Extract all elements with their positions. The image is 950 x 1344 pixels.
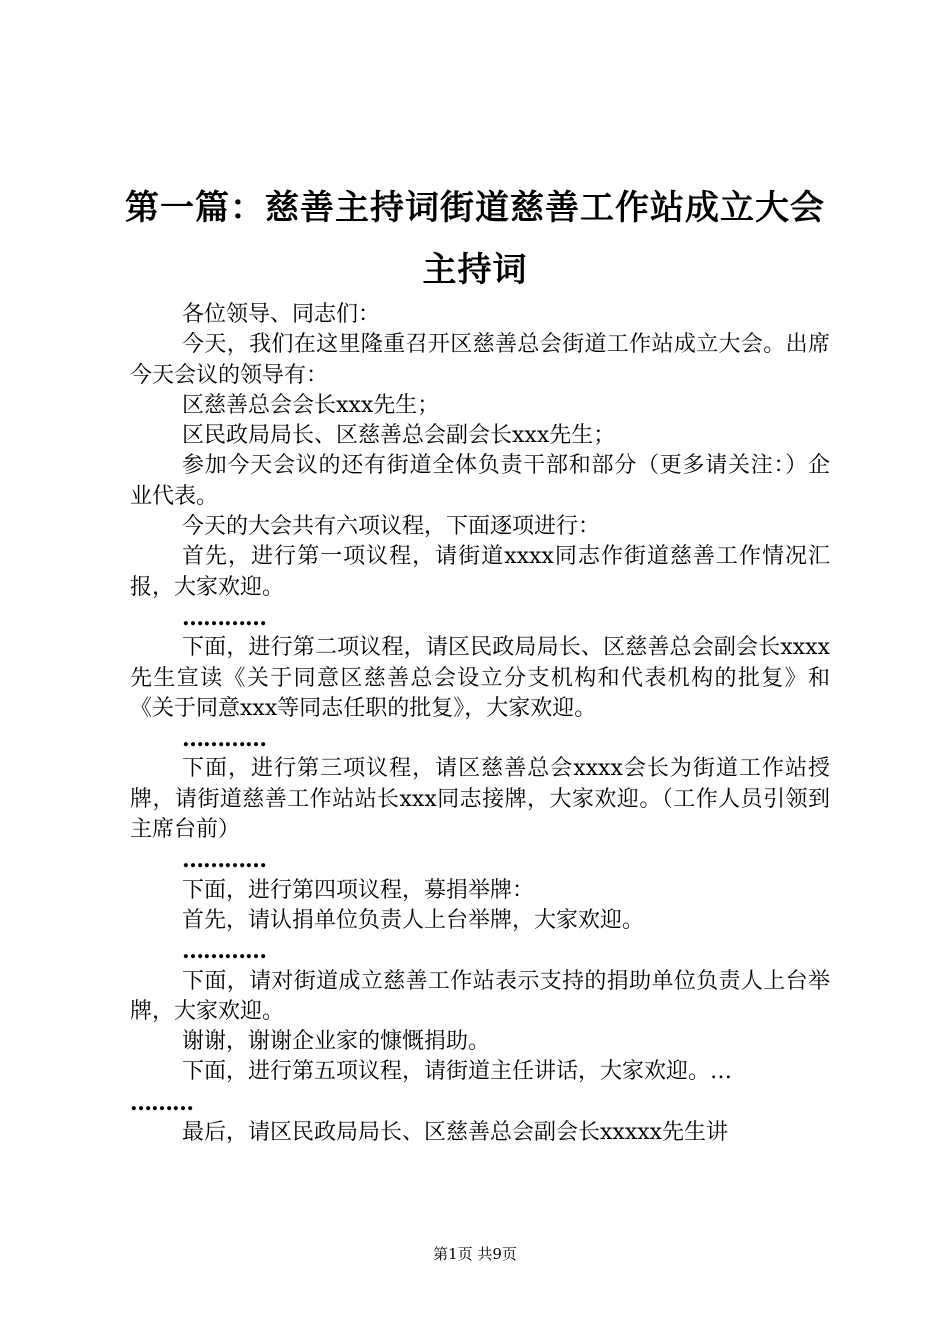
document-title-line-1: 第一篇：慈善主持词街道慈善工作站成立大会 — [125, 188, 825, 228]
paragraph-agenda-4: 下面，进行第四项议程，募捐举牌： — [182, 877, 535, 903]
paragraph-agenda-2: 下面，进行第二项议程，请区民政局局长、区慈善总会副会长xxxx先生宣读《关于同意区慈善总会设立分支机构和代表机构的批复》和《关于同意xxx等同志任职的批复》，大家欢迎。 — [130, 635, 830, 721]
paragraph-final: 最后，请区民政局局长、区慈善总会副会长xxxxx先生讲 — [182, 1120, 729, 1146]
document-title-line-2: 主持词 — [422, 250, 528, 290]
paragraph-salutation: 各位领导、同志们： — [182, 302, 381, 327]
paragraph-agenda-3: 下面，进行第三项议程，请区慈善总会xxxx会长为街道工作站授牌，请街道慈善工作站站长xxx同志接牌，大家欢迎。（工作人员引领到主席台前） — [130, 756, 830, 843]
paragraph-ellipsis: ………… — [182, 938, 266, 965]
paragraph-ellipsis: ………… — [182, 726, 266, 753]
paragraph-ellipsis-continued: ……… — [130, 1089, 193, 1116]
paragraph-agenda-4-second: 下面，请对街道成立慈善工作站表示支持的捐助单位负责人上台举牌，大家欢迎。 — [130, 968, 830, 1024]
paragraph-opening: 今天，我们在这里隆重召开区慈善总会街道工作站成立大会。出席今天会议的领导有： — [130, 332, 830, 388]
paragraph-ellipsis: ………… — [182, 847, 266, 874]
paragraph-agenda-5: 下面，进行第五项议程，请街道主任讲话，大家欢迎。… — [182, 1059, 733, 1085]
paragraph-leader-2: 区民政局局长、区慈善总会副会长xxx先生； — [182, 423, 616, 449]
paragraph-thanks: 谢谢，谢谢企业家的慷慨捐助。 — [182, 1029, 491, 1055]
paragraph-agenda-intro: 今天的大会共有六项议程，下面逐项进行： — [182, 514, 601, 540]
document-body — [130, 300, 830, 1148]
paragraph-leader-1: 区慈善总会会长xxx先生； — [182, 392, 440, 418]
paragraph-ellipsis: ………… — [182, 604, 266, 631]
paragraph-agenda-1: 首先，进行第一项议程，请街道xxxx同志作街道慈善工作情况汇报，大家欢迎。 — [130, 544, 830, 600]
paragraph-agenda-4-first: 首先，请认捐单位负责人上台举牌，大家欢迎。 — [182, 907, 645, 933]
page-number-footer: 第1页 共9页 — [433, 1245, 517, 1263]
paragraph-attendees: 参加今天会议的还有街道全体负责干部和部分（更多请关注：）企业代表。 — [130, 453, 830, 509]
